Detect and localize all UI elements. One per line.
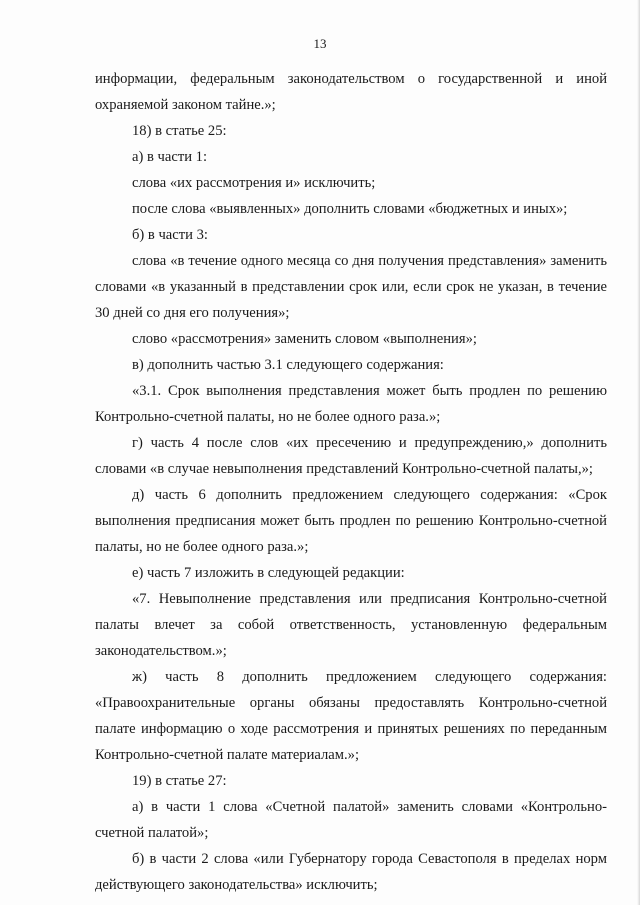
paragraph-replace-word: слово «рассмотрения» заменить словом «выполнения»; bbox=[132, 331, 477, 347]
paragraph-subitem-zh: ж) часть 8 дополнить предложением следующего содержания: «Правоохранительные органы обязаны предоставлять Контрольно-счетной палате информацию о ходе рассмотрения и принятых решениях по переданным Контрольно-счетной палате материалам.»; bbox=[95, 669, 607, 763]
paragraph-words-remove: слова «их рассмотрения и» исключить; bbox=[132, 175, 376, 191]
paragraph-after-word: после слова «выявленных» дополнить словами «бюджетных и иных»; bbox=[132, 201, 568, 217]
paragraph-subitem-d: д) часть 6 дополнить предложением следующего содержания: «Срок выполнения предписания может быть продлен по решению Контрольно-счетной палаты, но не более одного раза.»; bbox=[95, 487, 607, 555]
page-number: 13 bbox=[313, 36, 327, 51]
paragraph-subitem-b: б) в части 3: bbox=[132, 227, 208, 243]
paragraph-quote-3-1: «3.1. Срок выполнения представления может быть продлен по решению Контрольно-счетной палаты, но не более одного раза.»; bbox=[95, 383, 607, 425]
paragraph-subitem-a-27: а) в части 1 слова «Счетной палатой» заменить словами «Контрольно-счетной палатой»; bbox=[95, 799, 607, 841]
paragraph-subitem-e: е) часть 7 изложить в следующей редакции: bbox=[132, 565, 405, 581]
paragraph-continuation: информации, федеральным законодательством о государственной и иной охраняемой законом тайне.»; bbox=[95, 71, 607, 113]
paragraph-subitem-b-27: б) в части 2 слова «или Губернатору города Севастополя в пределах норм действующего законодательства» исключить; bbox=[95, 851, 607, 893]
paragraph-subitem-a: а) в части 1: bbox=[132, 149, 208, 165]
document-body bbox=[95, 66, 607, 898]
paragraph-subitem-v: в) дополнить частью 3.1 следующего содержания: bbox=[132, 357, 444, 373]
paragraph-replace-words: слова «в течение одного месяца со дня получения представления» заменить словами «в указанный в представлении срок или, если срок не указан, в течение 30 дней со дня его получения»; bbox=[95, 253, 607, 321]
paragraph-item-19: 19) в статье 27: bbox=[132, 773, 227, 789]
paragraph-item-18: 18) в статье 25: bbox=[132, 123, 227, 139]
paragraph-subitem-g: г) часть 4 после слов «их пресечению и предупреждению,» дополнить словами «в случае невыполнения представлений Контрольно-счетной палаты,»; bbox=[95, 435, 607, 477]
paragraph-quote-7: «7. Невыполнение представления или предписания Контрольно-счетной палаты влечет за собой ответственность, установленную федеральным законодательством.»; bbox=[95, 591, 607, 659]
